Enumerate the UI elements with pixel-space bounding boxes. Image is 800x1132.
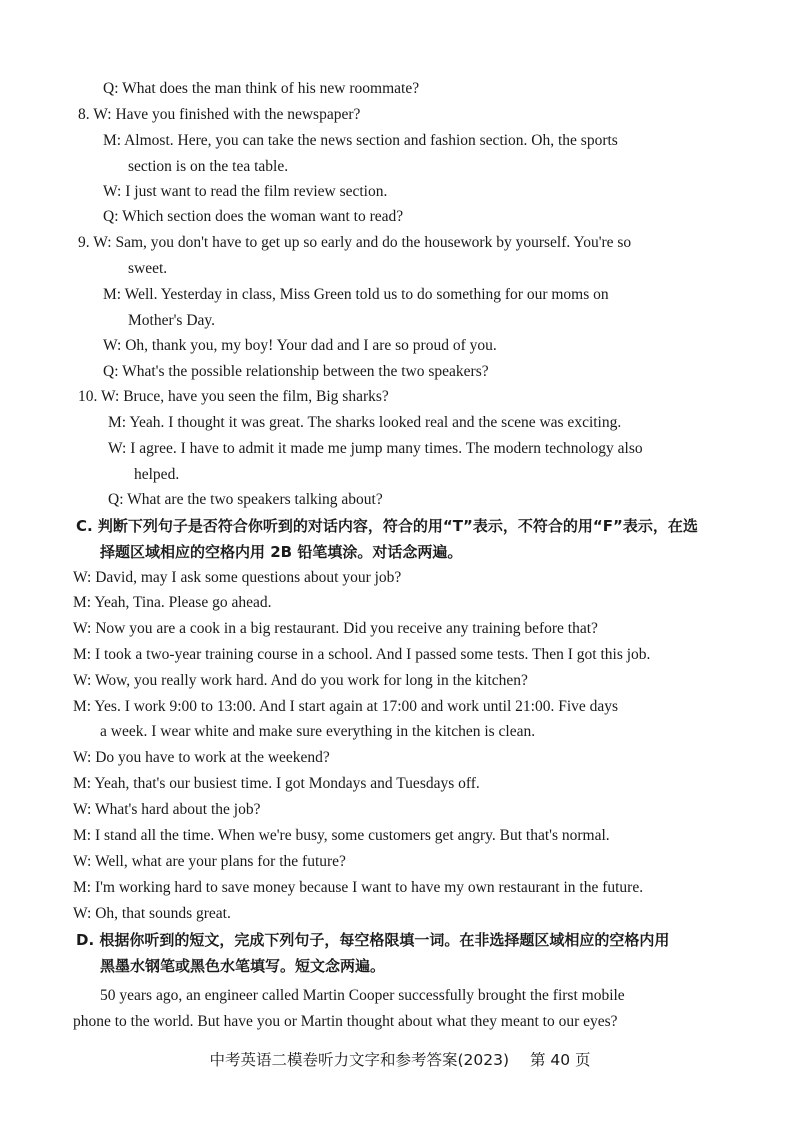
text-line: phone to the world. But have you or Martin thought about what they meant to our eyes? [73, 1013, 618, 1030]
page-footer [0, 1048, 800, 1070]
section-d-instruction: 黑墨水钢笔或黑色水笔填写。短文念两遍。 [100, 957, 386, 975]
text-line: M: Almost. Here, you can take the news section and fashion section. Oh, the sports [103, 132, 618, 149]
text-line: Mother's Day. [128, 312, 216, 329]
text-line: Q: What's the possible relationship between the two speakers? [103, 363, 489, 380]
section-c-instruction: C. 判断下列句子是否符合你听到的对话内容，符合的用“T”表示，不符合的用“F”表示，在选 [76, 517, 698, 535]
text-line: W: Oh, thank you, my boy! Your dad and I are so proud of you. [103, 337, 497, 354]
text-line: W: Well, what are your plans for the future? [73, 853, 346, 870]
text-line: W: I just want to read the film review section. [103, 183, 388, 200]
text-line: M: I'm working hard to save money because I want to have my own restaurant in the future. [73, 879, 644, 896]
text-line: M: Yeah, Tina. Please go ahead. [73, 594, 272, 611]
page-number: 第 40 页 [529, 1051, 591, 1069]
text-line: M: Well. Yesterday in class, Miss Green told us to do something for our moms on [103, 286, 609, 303]
section-d-instruction: D. 根据你听到的短文，完成下列句子，每空格限填一词。在非选择题区域相应的空格内用 [76, 931, 670, 949]
text-line: W: Do you have to work at the weekend? [73, 749, 330, 766]
text-line: Q: What are the two speakers talking about? [108, 491, 383, 508]
text-line: 8. W: Have you finished with the newspaper? [78, 106, 361, 123]
text-line: M: I took a two-year training course in a school. And I passed some tests. Then I got this job. [73, 646, 651, 663]
text-line: M: Yes. I work 9:00 to 13:00. And I start again at 17:00 and work until 21:00. Five days [73, 698, 619, 715]
text-line: W: Now you are a cook in a big restaurant. Did you receive any training before that? [73, 620, 598, 637]
text-line: 50 years ago, an engineer called Martin Cooper successfully brought the first mobile [100, 987, 625, 1004]
text-line: 9. W: Sam, you don't have to get up so early and do the housework by yourself. You're so [78, 234, 632, 251]
text-line: sweet. [128, 260, 168, 277]
text-line: W: Oh, that sounds great. [73, 905, 231, 922]
text-line: M: Yeah. I thought it was great. The sharks looked real and the scene was exciting. [108, 414, 622, 431]
text-line: W: Wow, you really work hard. And do you work for long in the kitchen? [73, 672, 528, 689]
text-line: M: I stand all the time. When we're busy, some customers get angry. But that's normal. [73, 827, 610, 844]
text-line: M: Yeah, that's our busiest time. I got Mondays and Tuesdays off. [73, 775, 480, 792]
text-line: W: David, may I ask some questions about your job? [73, 569, 402, 586]
text-line: a week. I wear white and make sure everything in the kitchen is clean. [100, 723, 536, 740]
text-line: Q: What does the man think of his new roommate? [103, 80, 420, 97]
text-line: W: What's hard about the job? [73, 801, 261, 818]
text-line: W: I agree. I have to admit it made me jump many times. The modern technology also [108, 440, 643, 457]
footer-title: 中考英语二模卷听力文字和参考答案(2023) [209, 1051, 510, 1069]
text-line: Q: Which section does the woman want to read? [103, 208, 404, 225]
text-line: 10. W: Bruce, have you seen the film, Big sharks? [78, 388, 389, 405]
text-line: helped. [134, 466, 180, 483]
text-line: section is on the tea table. [128, 158, 289, 175]
section-c-instruction: 择题区域相应的空格内用 2B 铅笔填涂。对话念两遍。 [100, 543, 463, 561]
